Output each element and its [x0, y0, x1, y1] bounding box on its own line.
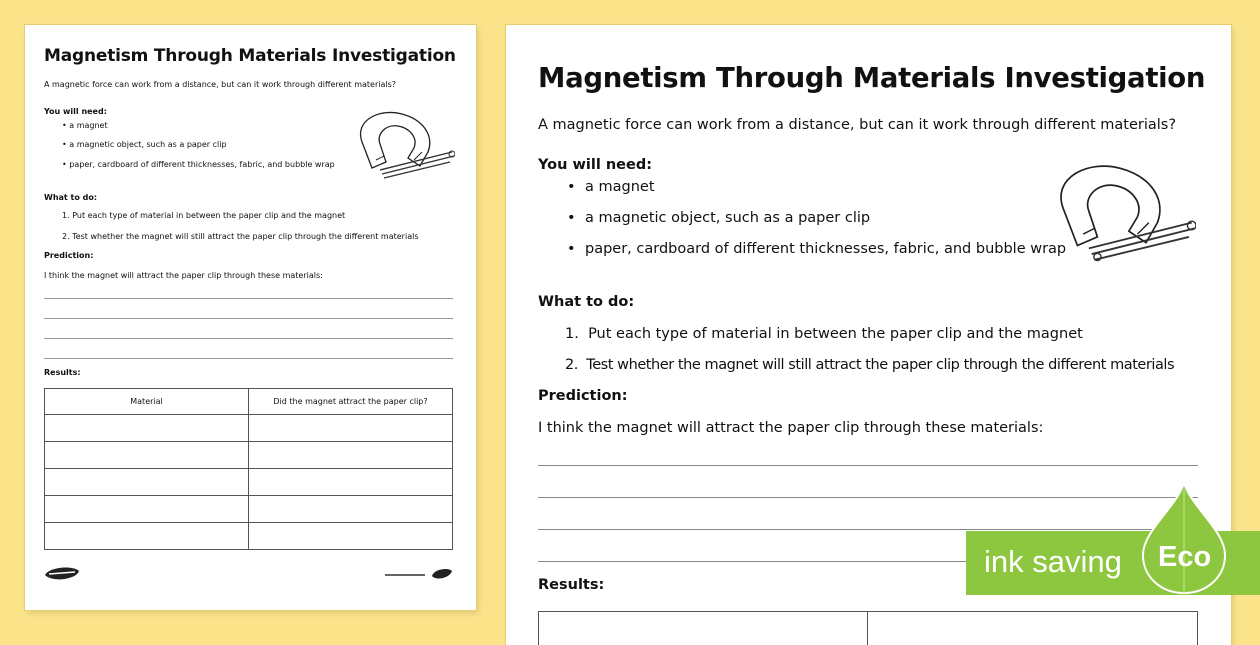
logo-icon [430, 566, 454, 582]
answer-line[interactable] [538, 529, 1198, 530]
page-title: Magnetism Through Materials Investigation [538, 62, 1206, 94]
horseshoe-magnet-icon [350, 108, 455, 186]
eco-label: Eco [1158, 541, 1212, 573]
table-cell[interactable] [45, 469, 249, 496]
table-cell[interactable] [45, 523, 249, 550]
table-cell[interactable] [249, 496, 453, 523]
logo-icon [43, 565, 81, 583]
table-cell[interactable] [249, 523, 453, 550]
answer-line[interactable] [44, 298, 453, 299]
prediction-heading: Prediction: [44, 251, 94, 260]
worksheet-preview-small [25, 25, 476, 610]
horseshoe-magnet-icon [1046, 158, 1196, 273]
intro-text: A magnetic force can work from a distance, but can it work through different materials? [538, 117, 1177, 133]
table-header: Did the magnet attract the paper clip? [249, 389, 453, 415]
step-item: 1. Put each type of material in between the paper clip and the magnet [62, 211, 346, 220]
table-row [45, 523, 453, 550]
table-row [45, 469, 453, 496]
what-to-do-heading: What to do: [538, 294, 635, 310]
table-row [45, 496, 453, 523]
footer-text-mark [385, 574, 425, 576]
table-cell[interactable] [45, 442, 249, 469]
results-heading: Results: [538, 577, 605, 593]
answer-line[interactable] [44, 358, 453, 359]
table-header-row [45, 389, 453, 415]
material-item: • a magnet [62, 121, 108, 130]
material-item: • a magnet [585, 179, 655, 195]
answer-line[interactable] [538, 465, 1198, 466]
you-will-need-heading: You will need: [44, 107, 107, 116]
intro-text: A magnetic force can work from a distance, but can it work through different materials? [44, 80, 397, 89]
step-item: 2. Test whether the magnet will still attract the paper clip through the different materials [62, 232, 419, 241]
results-table [44, 388, 453, 550]
table-row [45, 415, 453, 442]
table-divider [867, 612, 868, 645]
table-cell[interactable] [249, 415, 453, 442]
results-heading: Results: [44, 368, 81, 377]
table-cell[interactable] [45, 415, 249, 442]
page-title: Magnetism Through Materials Investigation [44, 46, 456, 66]
table-cell[interactable] [45, 496, 249, 523]
step-item: 2. Test whether the magnet will still attract the paper clip through the different materials [565, 357, 1175, 373]
table-header: Material [45, 389, 249, 415]
answer-line[interactable] [44, 338, 453, 339]
step-item: 1. Put each type of material in between the paper clip and the magnet [565, 326, 1083, 342]
material-item: • a magnetic object, such as a paper clip [62, 140, 227, 149]
leaf-drop-icon [1141, 481, 1227, 595]
what-to-do-heading: What to do: [44, 193, 98, 202]
material-item: • a magnetic object, such as a paper clip [585, 210, 870, 226]
prediction-text: I think the magnet will attract the paper clip through these materials: [538, 420, 1044, 436]
answer-line[interactable] [44, 318, 453, 319]
you-will-need-heading: You will need: [538, 157, 653, 173]
badge-label: ink saving [984, 544, 1122, 579]
answer-line[interactable] [538, 497, 1198, 498]
prediction-text: I think the magnet will attract the paper clip through these materials: [44, 271, 323, 280]
table-row [45, 442, 453, 469]
material-item: • paper, cardboard of different thicknesses, fabric, and bubble wrap [585, 241, 1066, 257]
table-cell[interactable] [249, 469, 453, 496]
material-item: • paper, cardboard of different thicknesses, fabric, and bubble wrap [62, 160, 335, 169]
table-cell[interactable] [249, 442, 453, 469]
results-table [538, 611, 1198, 645]
prediction-heading: Prediction: [538, 388, 628, 404]
